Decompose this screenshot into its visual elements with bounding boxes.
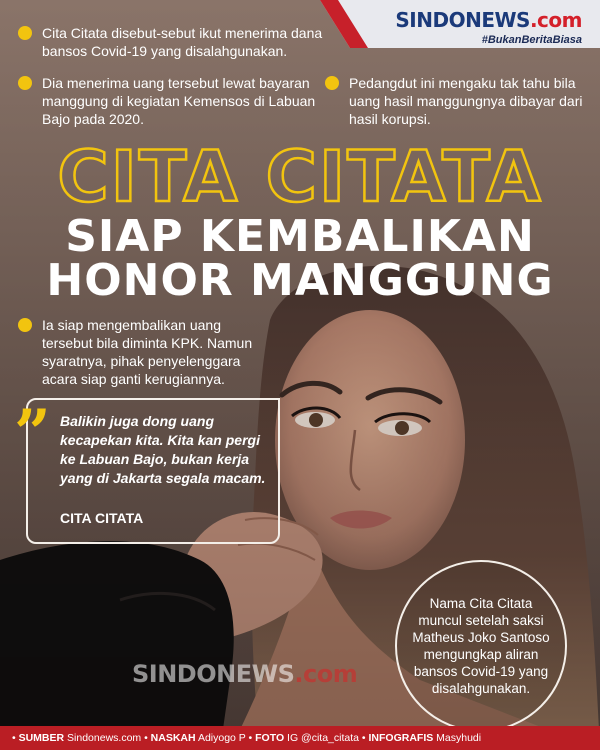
quote-mark-icon: ” — [14, 396, 51, 471]
circle-note-text: Nama Cita Citata muncul setelah saksi Matheus Joko Santoso mengungkap aliran bansos Covid-19 yang disalahgunakan. — [412, 596, 550, 696]
bullet-1-text: Cita Citata disebut-sebut ikut menerima dana bansos Covid-19 yang disalahgunakan. — [42, 25, 323, 59]
headline-line-2: SIAP KEMBALIKAN — [65, 211, 535, 262]
headline-name: CITA CITATA — [57, 136, 543, 218]
brand-name: SINDONEWS — [395, 8, 530, 32]
footer-foto: IG @cita_citata — [287, 732, 359, 744]
circle-note — [395, 560, 567, 732]
bullet-2 — [18, 74, 318, 128]
brand-logo[interactable] — [395, 8, 582, 32]
bullet-2-text: Dia menerima uang tersebut lewat bayaran manggung di kegiatan Kemensos di Labuan Bajo pada 2020. — [42, 75, 316, 127]
bullet-1 — [18, 24, 328, 60]
bullet-4 — [18, 316, 263, 388]
footer-sumber: Sindonews.com — [67, 732, 142, 744]
watermark — [132, 660, 357, 688]
watermark-domain: .com — [294, 660, 358, 688]
bullet-dot-icon — [18, 76, 32, 90]
headline-line-3: HONOR MANGGUNG — [46, 255, 554, 306]
bullet-dot-icon — [325, 76, 339, 90]
watermark-name: SINDONEWS — [132, 660, 295, 688]
bullet-3 — [325, 74, 590, 128]
quote-text: Balikin juga dong uang kecapekan kita. Kita kan pergi ke Labuan Bajo, bukan kerja yang di Jakarta segala macam. — [60, 413, 266, 486]
bullet-4-text: Ia siap mengembalikan uang tersebut bila diminta KPK. Namun syaratnya, pihak penyelenggara acara siap ganti kerugiannya. — [42, 317, 253, 387]
bullet-dot-icon — [18, 26, 32, 40]
footer-sumber-label: SUMBER — [18, 732, 65, 744]
bullet-3-text: Pedangdut ini mengaku tak tahu bila uang hasil manggungnya dibayar dari hasil korupsi. — [349, 75, 583, 127]
brand-hashtag: #BukanBeritaBiasa — [481, 34, 582, 46]
footer-infografis-label: INFOGRAFIS — [368, 732, 434, 744]
footer-foto-label: FOTO — [255, 732, 285, 744]
footer-infografis: Masyhudi — [436, 732, 482, 744]
footer-naskah: Adiyogo P — [197, 732, 246, 744]
credits-footer: • SUMBER Sindonews.com • NASKAH Adiyogo P • FOTO IG @cita_citata • INFOGRAFIS Masyhudi — [0, 726, 600, 750]
quote-author: CITA CITATA — [60, 510, 144, 526]
brand-domain: .com — [529, 8, 582, 32]
footer-naskah-label: NASKAH — [150, 732, 196, 744]
bullet-dot-icon — [18, 318, 32, 332]
